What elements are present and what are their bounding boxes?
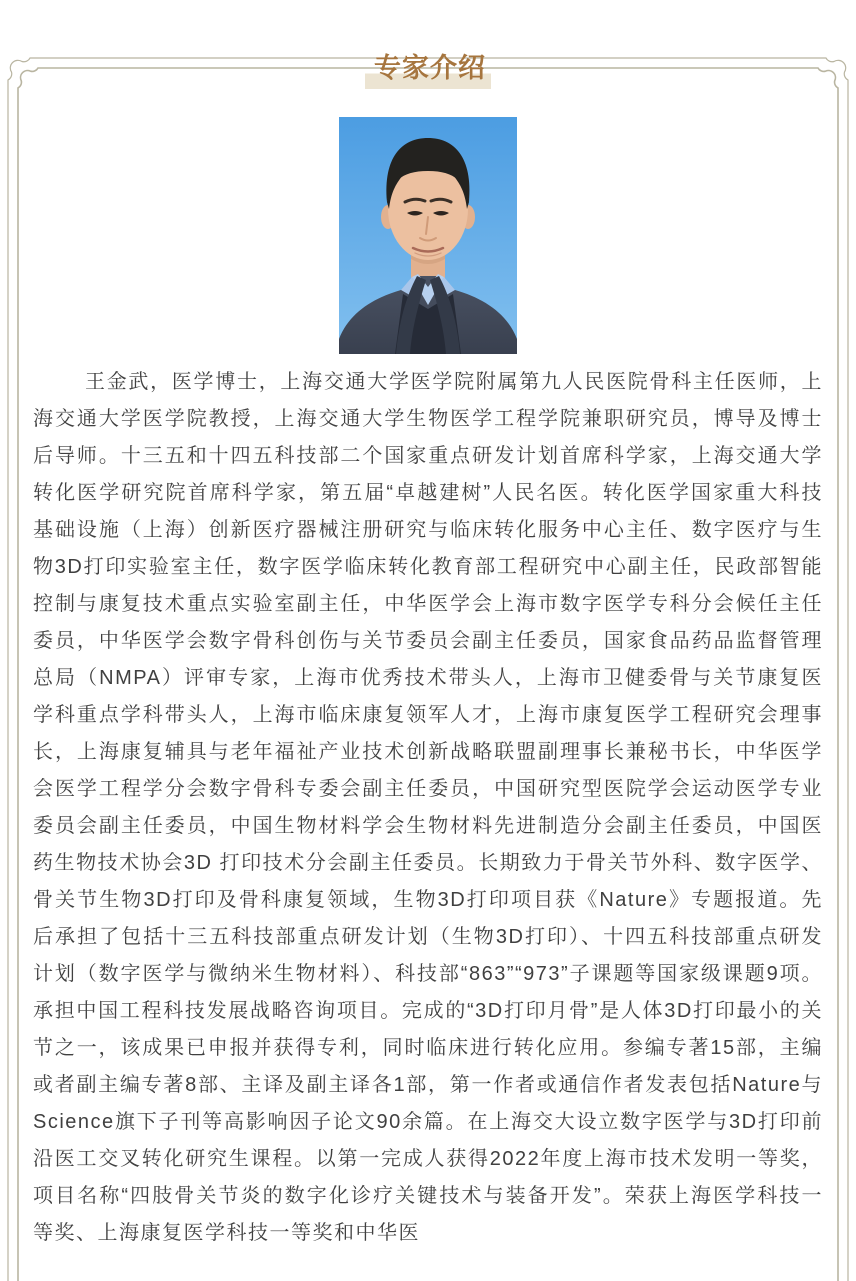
article-body — [0, 50, 856, 1252]
portrait-illustration — [339, 117, 517, 354]
expert-portrait-photo — [339, 117, 517, 354]
title-row — [0, 50, 856, 86]
page-title: 专家介绍 — [365, 50, 491, 89]
expert-bio-paragraph: 王金武，医学博士，上海交通大学医学院附属第九人民医院骨科主任医师，上海交通大学医学院教授，上海交通大学生物医学工程学院兼职研究员，博导及博士后导师。十三五和十四五科技部二个国家重点研发计划首席科学家，上海交通大学转化医学研究院首席科学家，第五届“卓越建树”人民名医。转化医学国家重大科技基础设施（上海）创新医疗器械注册研究与临床转化服务中心主任、数字医疗与生物3D打印实验室主任，数字医学临床转化教育部工程研究中心副主任，民政部智能控制与康复技术重点实验室副主任，中华医学会上海市数字医学专科分会候任主任委员，中华医学会数字骨科创伤与关节委员会副主任委员，国家食品药品监督管理总局（NMPA）评审专家，上海市优秀技术带头人，上海市卫健委骨与关节康复医学科重点学科带头人，上海市临床康复领军人才，上海市康复医学工程研究会理事长，上海康复辅具与老年福祉产业技术创新战略联盟副理事长兼秘书长，中华医学会医学工程学分会数字骨科专委会副主任委员，中国研究型医院学会运动医学专业委员会副主任委员，中国生物材料学会生物材料先进制造分会副主任委员，中国医药生物技术协会3D 打印技术分会副主任委员。长期致力于骨关节外科、数字医学、骨关节生物3D打印及骨科康复领域，生物3D打印项目获《Nature》专题报道。先后承担了包括十三五科技部重点研发计划（生物3D打印）、十四五科技部重点研发计划（数字医学与微纳米生物材料）、科技部“863”“973”子课题等国家级课题9项。承担中国工程科技发展战略咨询项目。完成的“3D打印月骨”是人体3D打印最小的关节之一，该成果已申报并获得专利，同时临床进行转化应用。参编专著15部，主编或者副主编专著8部、主译及副主译各1部，第一作者或通信作者发表包括Nature与Science旗下子刊等高影响因子论文90余篇。在上海交大设立数字医学与3D打印前沿医工交叉转化研究生课程。以第一完成人获得2022年度上海市技术发明一等奖，项目名称“四肢骨关节炎的数字化诊疗关键技术与装备开发”。荣获上海医学科技一等奖、上海康复医学科技一等奖和中华医 — [33, 371, 823, 1244]
